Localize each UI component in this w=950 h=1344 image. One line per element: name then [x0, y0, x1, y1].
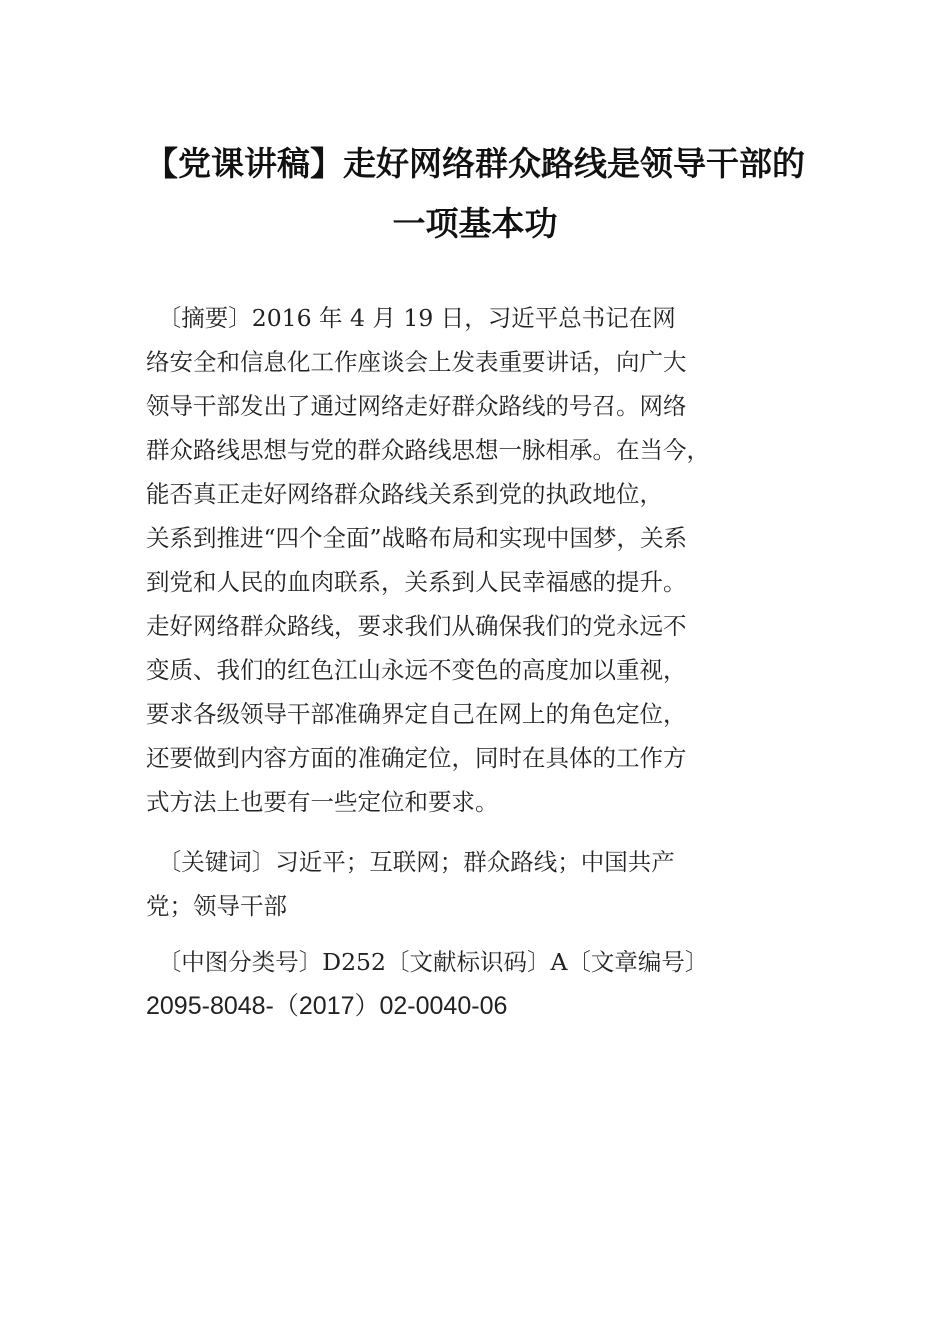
abstract-line: 领导干部发出了通过网络走好群众路线的号召。网络 — [146, 392, 687, 420]
keywords-line: 党；领导干部 — [146, 892, 287, 920]
abstract-paragraph — [146, 296, 826, 824]
keywords-paragraph — [146, 840, 826, 928]
abstract-line: 能否真正走好网络群众路线关系到党的执政地位， — [146, 480, 663, 508]
abstract-line: 走好网络群众路线，要求我们从确保我们的党永远不 — [146, 612, 687, 640]
abstract-line: 群众路线思想与党的群众路线思想一脉相承。在当今， — [146, 436, 710, 464]
abstract-line: 式方法上也要有一些定位和要求。 — [146, 788, 499, 816]
title-line-2: 一项基本功 — [392, 204, 558, 243]
keywords-line: 〔关键词〕习近平；互联网；群众路线；中国共产 — [146, 848, 675, 876]
abstract-line: 变质、我们的红色江山永远不变色的高度加以重视， — [146, 656, 687, 684]
abstract-line: 还要做到内容方面的准确定位，同时在具体的工作方 — [146, 744, 687, 772]
document-title — [120, 134, 830, 254]
abstract-line: 络安全和信息化工作座谈会上发表重要讲话，向广大 — [146, 348, 687, 376]
article-number-line: 2095-8048-（2017）02-0040-06 — [146, 992, 508, 1020]
abstract-line: 到党和人民的血肉联系，关系到人民幸福感的提升。 — [146, 568, 687, 596]
abstract-line: 要求各级领导干部准确界定自己在网上的角色定位， — [146, 700, 687, 728]
abstract-line: 关系到推进“四个全面”战略布局和实现中国梦，关系 — [146, 524, 688, 552]
abstract-line: 〔摘要〕2016 年 4 月 19 日，习近平总书记在网 — [146, 304, 676, 332]
classification-paragraph — [146, 940, 826, 1028]
title-line-1: 【党课讲稿】走好网络群众路线是领导干部的 — [145, 144, 805, 183]
classification-line: 〔中图分类号〕D252〔文献标识码〕A〔文章编号〕 — [146, 948, 709, 976]
